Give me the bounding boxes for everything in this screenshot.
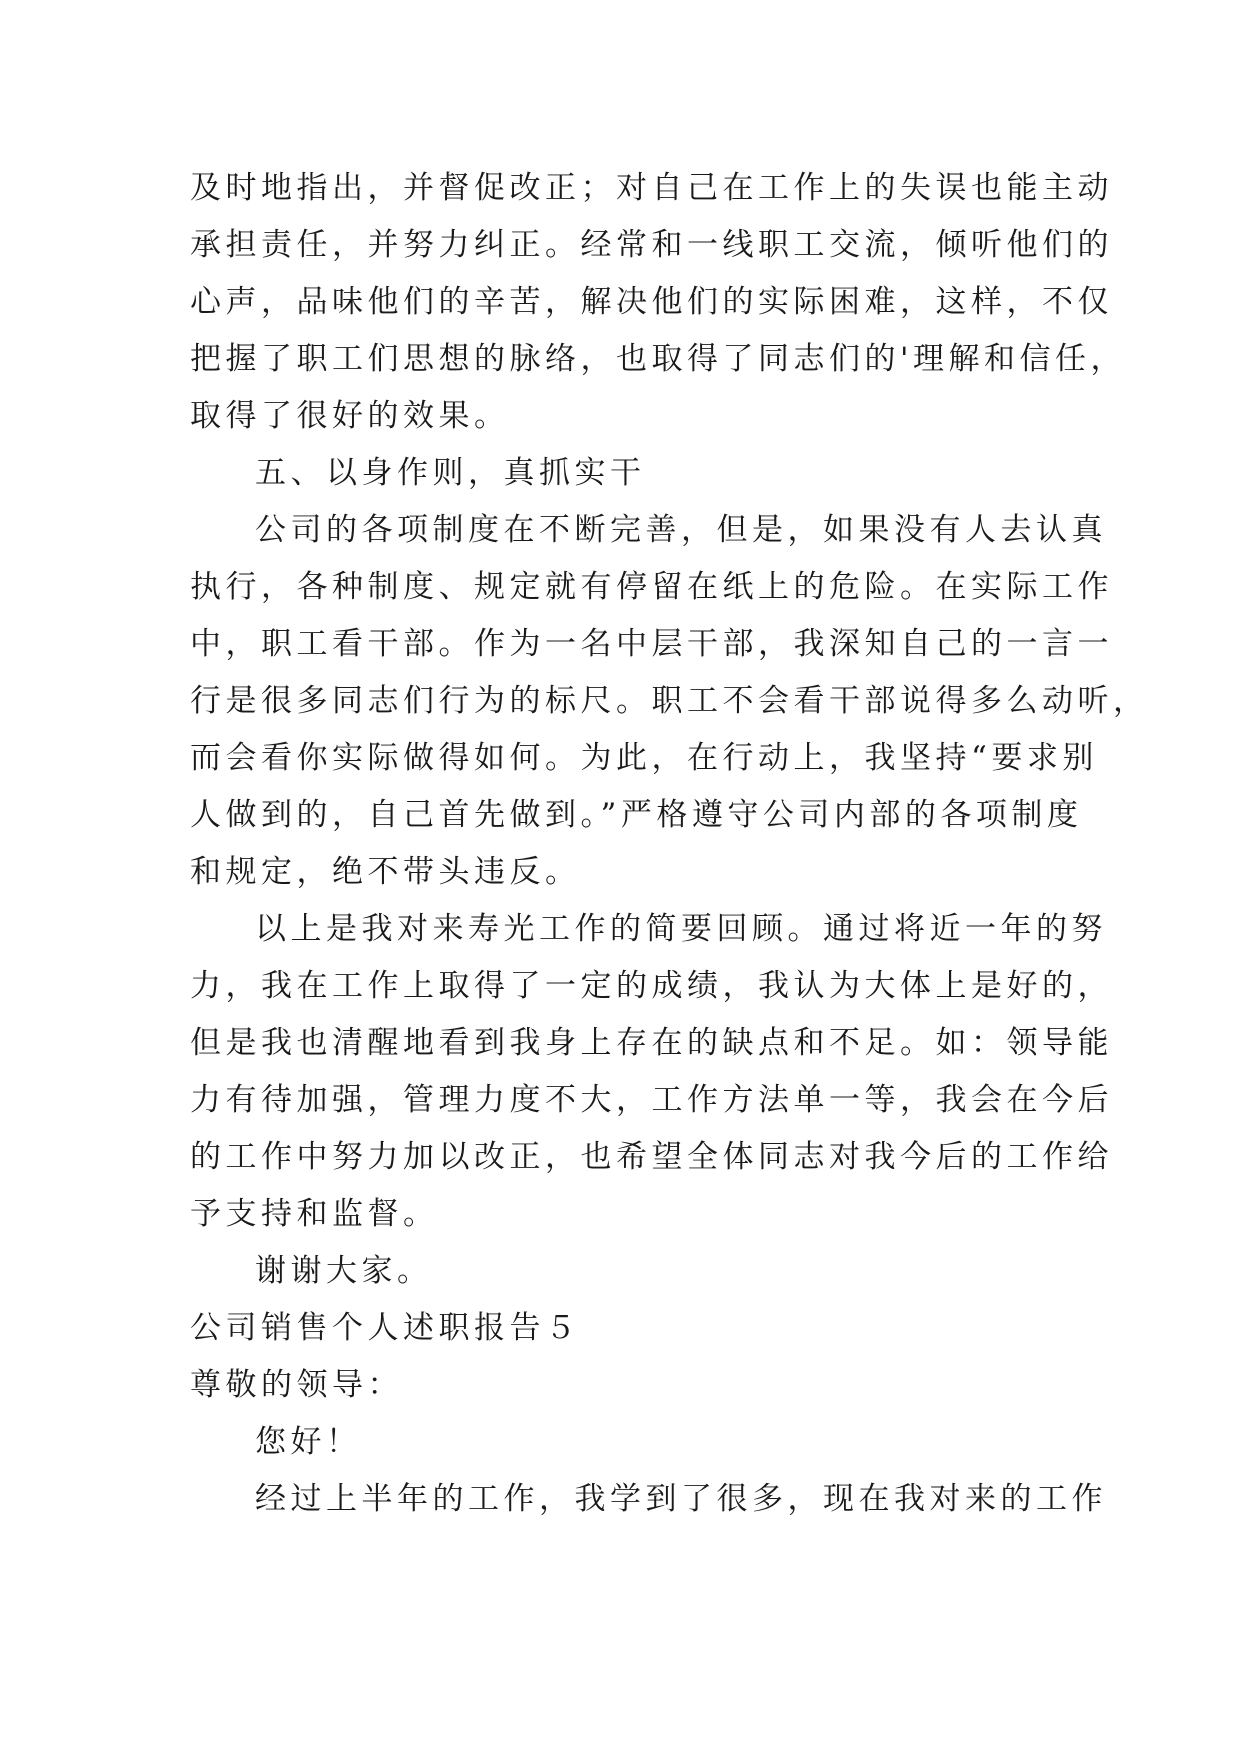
body-text-line: 予支持和监督。 xyxy=(190,1196,439,1232)
body-text-line: 但是我也清醒地看到我身上存在的缺点和不足。如：领导能 xyxy=(190,1025,1113,1061)
body-text-line: 人做到的，自己首先做到。”严格遵守公司内部的各项制度 xyxy=(190,797,1083,833)
body-text-line: 把握了职工们思想的脉络，也取得了同志们的'理解和信任， xyxy=(190,341,1127,377)
body-text-line: 中，职工看干部。作为一名中层干部，我深知自己的一言一 xyxy=(190,626,1113,662)
body-text-line: 执行，各种制度、规定就有停留在纸上的危险。在实际工作 xyxy=(190,569,1113,605)
body-text-line: 而会看你实际做得如何。为此，在行动上，我坚持“要求别 xyxy=(190,740,1098,776)
report-title: 公司销售个人述职报告５ xyxy=(190,1310,581,1346)
body-text-line: 行是很多同志们行为的标尺。职工不会看干部说得多么动听， xyxy=(190,683,1149,719)
body-text-line: 力有待加强，管理力度不大，工作方法单一等，我会在今后 xyxy=(190,1082,1113,1118)
salutation: 尊敬的领导： xyxy=(190,1367,403,1403)
closing-thanks: 谢谢大家。 xyxy=(255,1253,433,1289)
section-heading: 五、以身作则，真抓实干 xyxy=(255,455,646,491)
paragraph-first-line: 经过上半年的工作，我学到了很多，现在我对来的工作 xyxy=(255,1481,1107,1517)
body-text-line: 取得了很好的效果。 xyxy=(190,398,510,434)
greeting: 您好！ xyxy=(255,1424,362,1460)
body-text-line: 的工作中努力加以改正，也希望全体同志对我今后的工作给 xyxy=(190,1139,1113,1175)
body-text-line: 及时地指出，并督促改正；对自己在工作上的失误也能主动 xyxy=(190,170,1113,206)
body-text-line: 心声，品味他们的辛苦，解决他们的实际困难，这样，不仅 xyxy=(190,284,1113,320)
body-text-line: 力，我在工作上取得了一定的成绩，我认为大体上是好的， xyxy=(190,968,1113,1004)
body-text-line: 承担责任，并努力纠正。经常和一线职工交流，倾听他们的 xyxy=(190,227,1113,263)
paragraph-first-line: 公司的各项制度在不断完善，但是，如果没有人去认真 xyxy=(255,512,1107,548)
body-text-line: 和规定，绝不带头违反。 xyxy=(190,854,581,890)
paragraph-first-line: 以上是我对来寿光工作的简要回顾。通过将近一年的努 xyxy=(255,911,1107,947)
